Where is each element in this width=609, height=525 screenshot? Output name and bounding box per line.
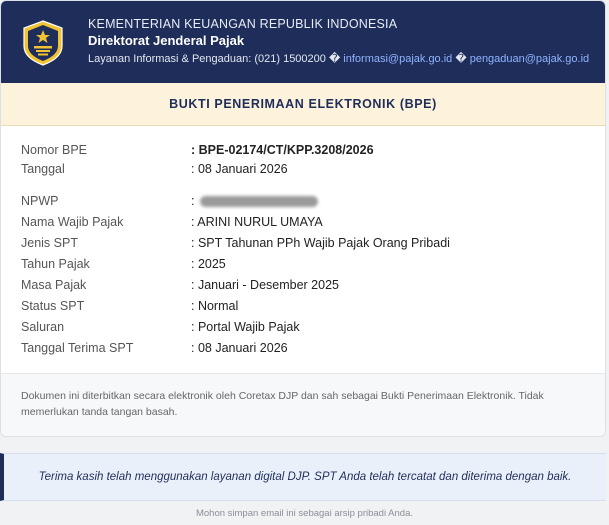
detail-value: : SPT Tahunan PPh Wajib Pajak Orang Pribadi (191, 236, 450, 250)
directorate-name: Direktorat Jenderal Pajak (88, 33, 245, 48)
email-info-link[interactable]: informasi@pajak.go.id (343, 53, 453, 65)
detail-label: Tahun Pajak (21, 257, 90, 271)
detail-value: : Portal Wajib Pajak (191, 320, 300, 334)
detail-value: : BPE-02174/CT/KPP.3208/2026 (191, 143, 374, 157)
detail-label: Saluran (21, 320, 65, 334)
detail-value: : 08 Januari 2026 (191, 341, 288, 355)
legal-note: Dokumen ini diterbitkan secara elektronik oleh Coretax DJP dan sah sebagai Bukti Penerimaan Elektronik. Tidak memerlukan tanda tangan basah. (1, 373, 605, 437)
detail-value: : ARINI NURUL UMAYA (191, 215, 323, 229)
email-complaint-link[interactable]: pengaduan@pajak.go.id (469, 53, 590, 65)
detail-label: NPWP (21, 194, 59, 208)
detail-label: Jenis SPT (21, 236, 78, 250)
detail-value: : Normal (191, 299, 239, 313)
detail-label: Nomor BPE (21, 143, 87, 157)
detail-value: : Januari - Desember 2025 (191, 278, 339, 292)
contact-line (88, 49, 589, 69)
detail-value: : 2025 (191, 257, 226, 271)
email-header (1, 1, 605, 83)
bpe-details (1, 126, 605, 372)
thank-you-banner: Terima kasih telah menggunakan layanan digital DJP. SPT Anda telah tercatat dan diterima dengan baik. (0, 453, 606, 501)
detail-value-npwp (191, 194, 318, 208)
contact-separator: � (452, 53, 470, 65)
detail-label: Masa Pajak (21, 278, 87, 292)
ministry-name: KEMENTERIAN KEUANGAN REPUBLIK INDONESIA (88, 17, 398, 31)
detail-value: : 08 Januari 2026 (191, 162, 288, 176)
detail-label: Nama Wajib Pajak (21, 215, 124, 229)
detail-label: Status SPT (21, 299, 85, 313)
kemenkeu-emblem-icon (20, 20, 66, 66)
npwp-redacted (200, 196, 318, 207)
npwp-colon: : (191, 194, 195, 208)
footer-note: Mohon simpan email ini sebagai arsip pribadi Anda. (195, 508, 414, 519)
detail-label: Tanggal (21, 162, 65, 176)
document-title-bar (1, 83, 605, 126)
document-title: BUKTI PENERIMAAN ELEKTRONIK (BPE) (169, 97, 437, 111)
contact-prefix: Layanan Informasi & Pengaduan: (021) 1500200 � (88, 53, 344, 65)
detail-label: Tanggal Terima SPT (21, 341, 134, 355)
